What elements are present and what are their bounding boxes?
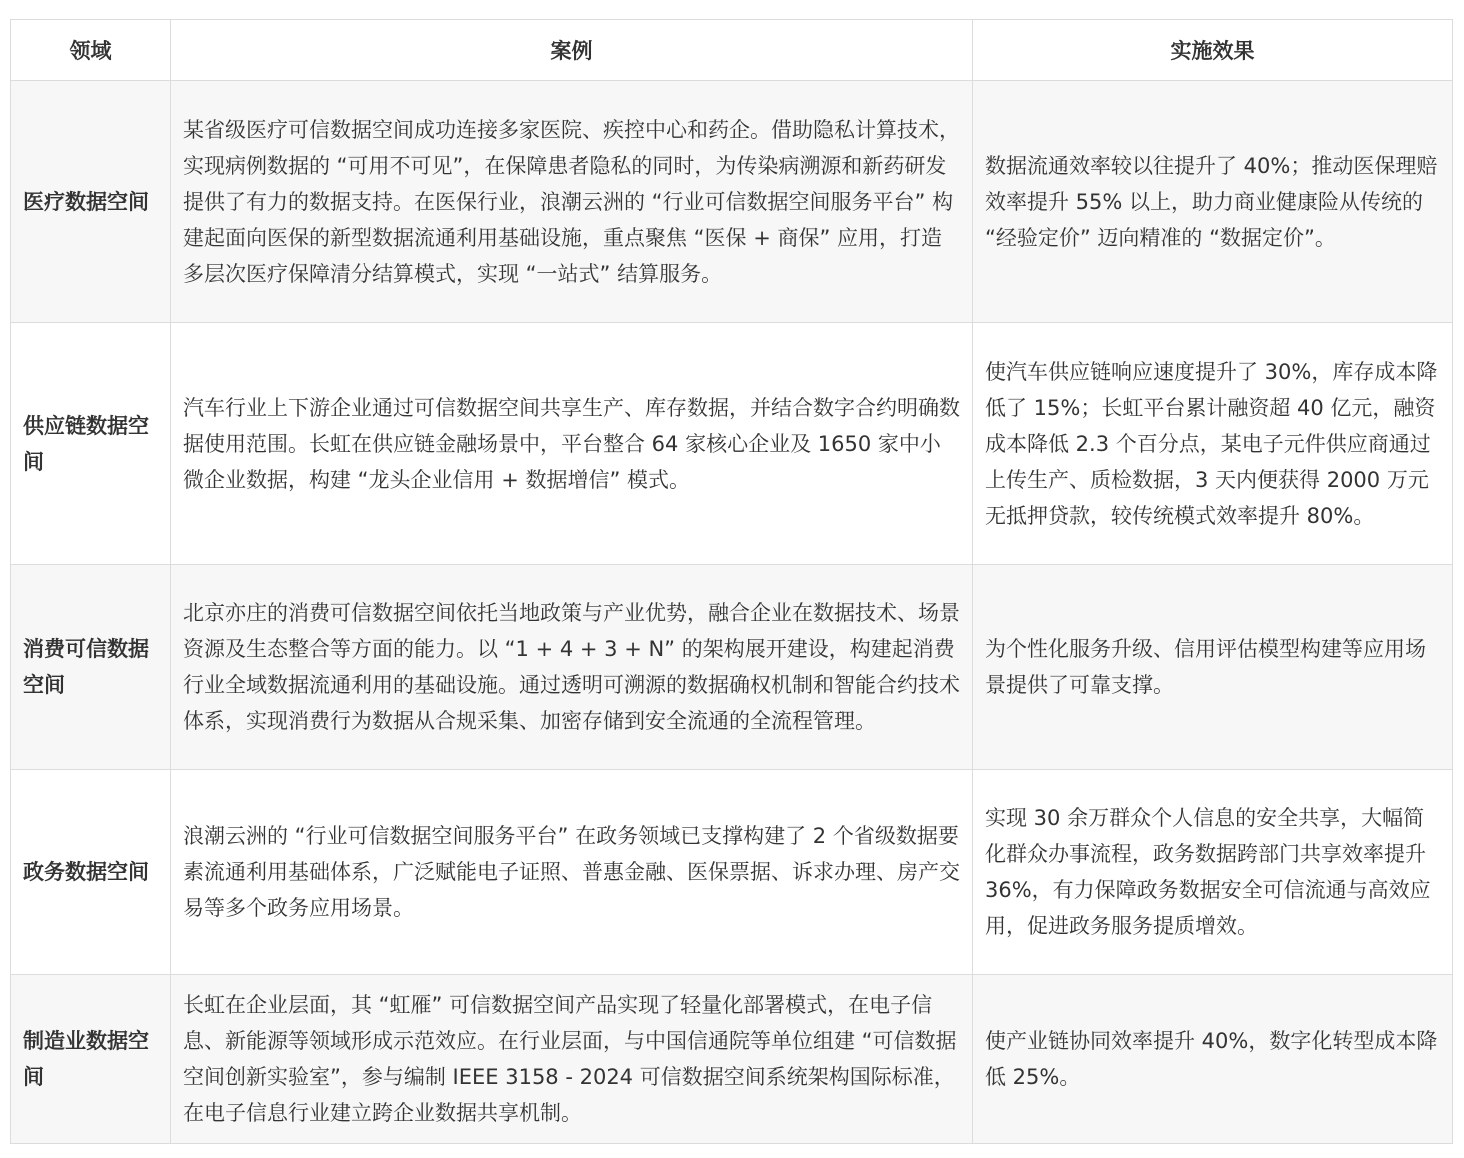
row-case: 长虹在企业层面，其 “虹雁” 可信数据空间产品实现了轻量化部署模式，在电子信息、新能源等领域形成示范效应。在行业层面，与中国信通院等单位组建 “可信数据空间创新实验室”，参与编制 IEEE 3158 - 2024 可信数据空间系统架构国际标准，在电子信息行业建立跨企业数据共享机制。 <box>171 975 973 1144</box>
table-row <box>11 975 1453 1144</box>
row-effect: 为个性化服务升级、信用评估模型构建等应用场景提供了可靠支撑。 <box>973 565 1453 770</box>
table-row <box>11 81 1453 323</box>
table-row <box>11 565 1453 770</box>
row-case: 汽车行业上下游企业通过可信数据空间共享生产、库存数据，并结合数字合约明确数据使用范围。长虹在供应链金融场景中，平台整合 64 家核心企业及 1650 家中小微企业数据，构建 “龙头企业信用 + 数据增信” 模式。 <box>171 323 973 565</box>
row-effect: 实现 30 余万群众个人信息的安全共享，大幅简化群众办事流程，政务数据跨部门共享效率提升 36%，有力保障政务数据安全可信流通与高效应用，促进政务服务提质增效。 <box>973 770 1453 975</box>
header-case: 案例 <box>171 20 973 81</box>
row-domain: 消费可信数据空间 <box>11 565 171 770</box>
row-case: 北京亦庄的消费可信数据空间依托当地政策与产业优势，融合企业在数据技术、场景资源及生态整合等方面的能力。以 “1 + 4 + 3 + N” 的架构展开建设，构建起消费行业全域数据流通利用的基础设施。通过透明可溯源的数据确权机制和智能合约技术体系，实现消费行为数据从合规采集、加密存储到安全流通的全流程管理。 <box>171 565 973 770</box>
row-domain: 制造业数据空间 <box>11 975 171 1144</box>
table-header-row <box>11 20 1453 81</box>
row-domain: 政务数据空间 <box>11 770 171 975</box>
row-domain: 医疗数据空间 <box>11 81 171 323</box>
data-space-cases-table <box>10 19 1453 1144</box>
row-domain: 供应链数据空间 <box>11 323 171 565</box>
row-effect: 数据流通效率较以往提升了 40%；推动医保理赔效率提升 55% 以上，助力商业健康险从传统的 “经验定价” 迈向精准的 “数据定价”。 <box>973 81 1453 323</box>
row-effect: 使汽车供应链响应速度提升了 30%，库存成本降低了 15%；长虹平台累计融资超 40 亿元，融资成本降低 2.3 个百分点，某电子元件供应商通过上传生产、质检数据，3 天内便获得 2000 万元无抵押贷款，较传统模式效率提升 80%。 <box>973 323 1453 565</box>
row-effect: 使产业链协同效率提升 40%，数字化转型成本降低 25%。 <box>973 975 1453 1144</box>
header-effect: 实施效果 <box>973 20 1453 81</box>
row-case: 某省级医疗可信数据空间成功连接多家医院、疾控中心和药企。借助隐私计算技术，实现病例数据的 “可用不可见”，在保障患者隐私的同时，为传染病溯源和新药研发提供了有力的数据支持。在医保行业，浪潮云洲的 “行业可信数据空间服务平台” 构建起面向医保的新型数据流通利用基础设施，重点聚焦 “医保 + 商保” 应用，打造多层次医疗保障清分结算模式，实现 “一站式” 结算服务。 <box>171 81 973 323</box>
table-container <box>10 19 1452 1144</box>
table-row <box>11 323 1453 565</box>
header-domain: 领域 <box>11 20 171 81</box>
row-case: 浪潮云洲的 “行业可信数据空间服务平台” 在政务领域已支撑构建了 2 个省级数据要素流通利用基础体系，广泛赋能电子证照、普惠金融、医保票据、诉求办理、房产交易等多个政务应用场景。 <box>171 770 973 975</box>
table-row <box>11 770 1453 975</box>
